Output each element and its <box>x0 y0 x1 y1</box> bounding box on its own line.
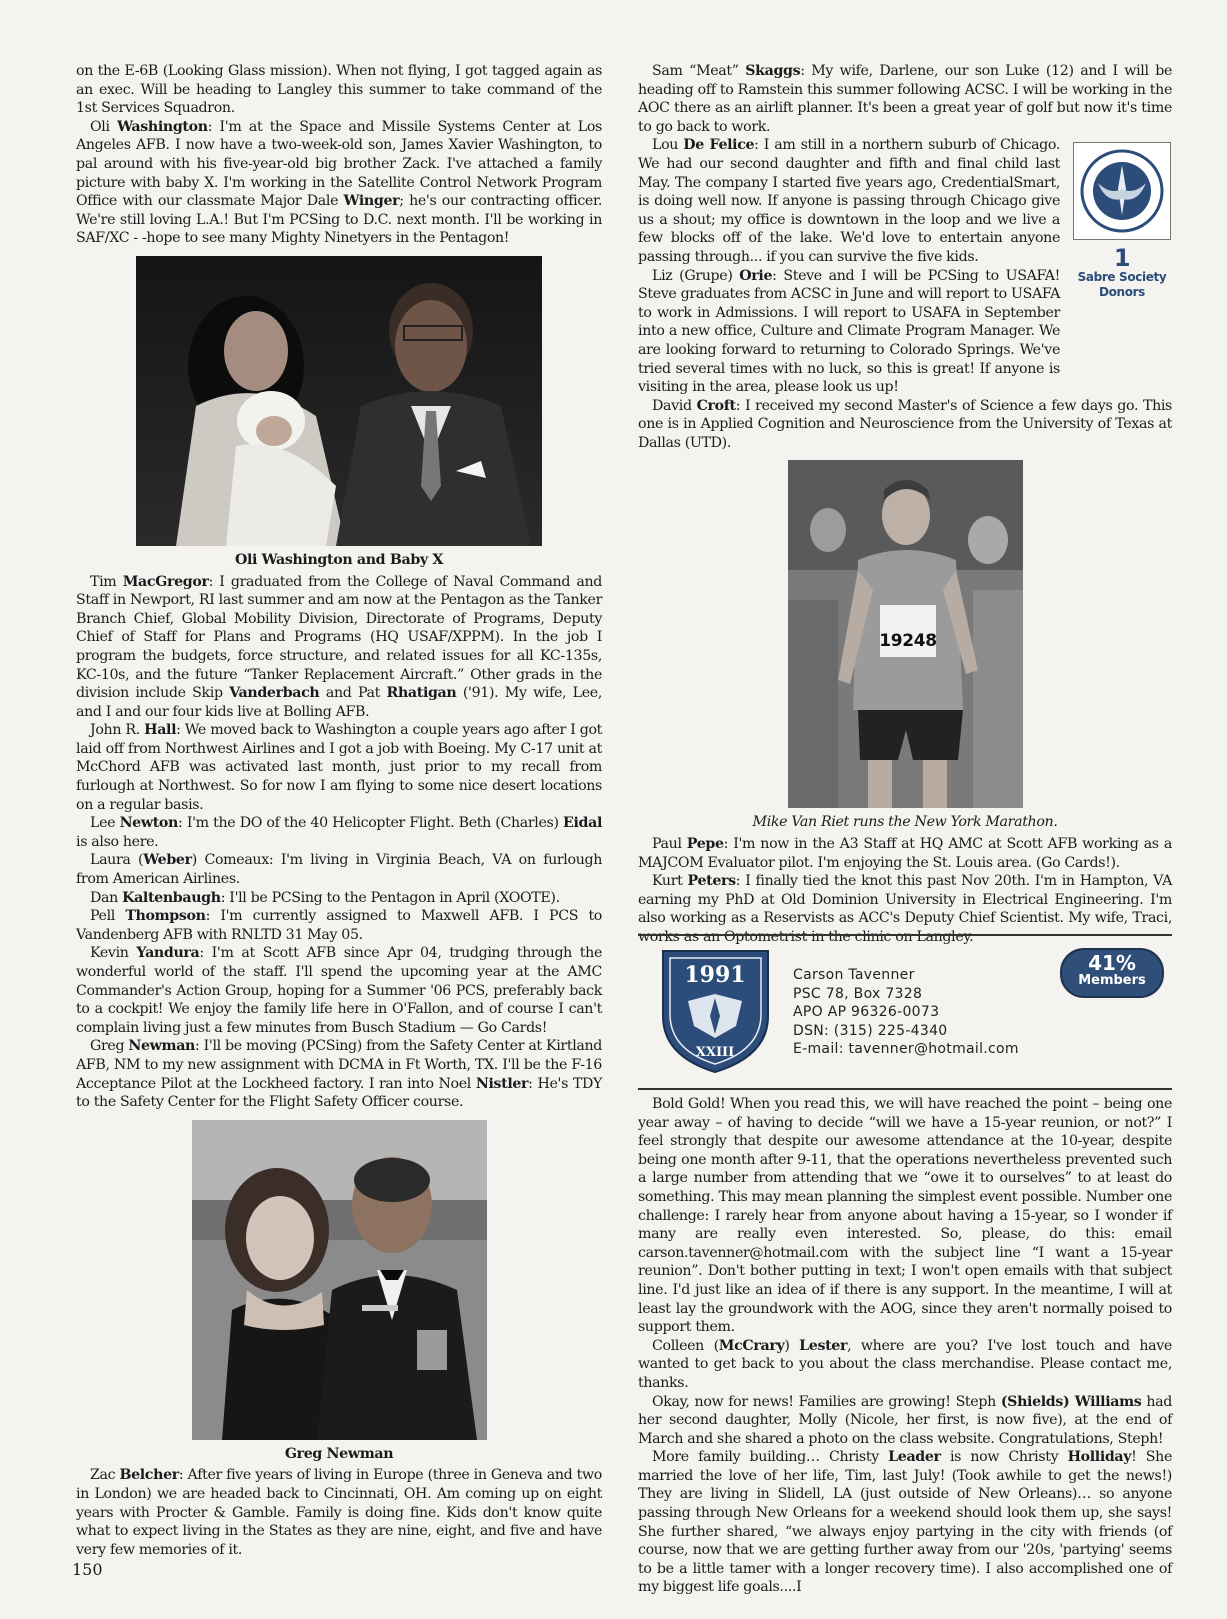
sabre-label: Donors <box>1099 285 1145 300</box>
photo-greg-newman <box>192 1120 487 1440</box>
entry-name: Orie <box>739 267 773 284</box>
entry-name: Skaggs <box>745 63 801 79</box>
entry-text: Laura ( <box>90 852 144 869</box>
entry-text: Zac <box>90 1467 120 1484</box>
crest-year: 1991 <box>684 962 746 988</box>
newman-entry <box>76 1037 602 1111</box>
entry-text: Liz (Grupe) <box>652 267 740 284</box>
entry-text: : We moved back to Washington a couple years ago after I got laid off from Northwest Airlines and I got a job with Boeing. My C-17 unit at McChord AFB was activated last month, just prior to my recall from furlough at Northwest. So for now I am flying to some nice desert locations on a regular basis. <box>76 722 602 813</box>
entry-name: (Shields) Williams <box>1000 1393 1142 1410</box>
entry-text: Tim <box>90 573 123 590</box>
page-number: 150 <box>72 1560 103 1579</box>
entry-name: Belcher <box>119 1467 179 1484</box>
entry-text: and Pat <box>319 685 387 702</box>
entry-text: ! She married the love of her life, Tim, last July! (Took awhile to get the news!) They are living in Slidell, LA (just outside of New Orleans)… so anyone passing through New Orleans for a weekend should look them up, she says! She further shared, “we always enjoy partying in the city with friends (of course, now that we are getting further away from our '20s, 'partying' seems to be a little tamer with a longer recovery time). I also accomplished one of my biggest life goals....I <box>638 1449 1173 1596</box>
entry-text: : I am still in a northern suburb of Chicago. We had our second daughter and fifth and final child last May. The company I started five years ago, CredentialSmart, is doing well now. If anyone is passing through Chicago give us a shout; my office is downtown in the loop and we live a few blocks off of the lake. We'd love to entertain anyone passing through... if you can survive the five kids. <box>638 137 1061 265</box>
entry-text: Oli <box>90 118 118 135</box>
holliday-entry <box>638 1448 1172 1597</box>
class-crest-icon <box>658 946 773 1076</box>
photo-marathon-runner <box>788 460 1023 808</box>
bold-gold-paragraph: Bold Gold! When you read this, we will have reached the point – being one year away – of having to decide “will we have a 15-year reunion, or not?” I feel strongly that despite our awesome attendance at the 10-year, despite being one month after 9-11, that the operations nevertheless prevented such a large number from attending that we “owe it to ourselves” to at least do something. This may mean planning the simplest event possible. Number one challenge: I rarely hear from anyone about having a 15-year, so I wonder if many are really even interested. So, please, do this: email carson.tavenner@hotmail.com with the subject line “I want a 15-year reunion”. Don't bother putting in text; I won't open emails with that subject line. I'd just like an idea of if there is any support. In the meantime, I will at least lay the groundwork with the AOG, since they aren't normally poised to support them. <box>638 1096 1172 1336</box>
entry-name: Newton <box>119 815 179 832</box>
entry-name: Leader <box>888 1449 941 1466</box>
entry-name: Peters <box>687 873 736 890</box>
left-column <box>76 62 602 1559</box>
entry-text: Colleen ( <box>652 1337 719 1354</box>
croft-entry <box>638 397 1172 453</box>
contact-phone: DSN: (315) 225-4340 <box>793 1022 948 1039</box>
thompson-entry <box>76 907 602 944</box>
washington-entry <box>76 118 602 248</box>
entry-text: More family building… Christy <box>652 1449 889 1466</box>
contact-address <box>793 966 1019 1059</box>
macgregor-entry <box>76 573 602 722</box>
photo-caption: Mike Van Riet runs the New York Marathon. <box>752 814 1058 831</box>
intro-paragraph: on the E-6B (Looking Glass mission). When not flying, I got tagged again as an exec. Will be heading to Langley this summer to take command of the 1st Services Squadron. <box>76 63 602 117</box>
entry-text: Kurt <box>652 873 688 890</box>
entry-name: Winger <box>343 193 400 210</box>
entry-name: Nistler <box>475 1075 529 1092</box>
entry-text: : I'll be PCSing to the Pentagon in April (XOOTE). <box>220 889 560 906</box>
entry-text: Paul <box>652 836 687 853</box>
sabre-society-box <box>1072 142 1172 300</box>
entry-text: : I'm the DO of the 40 Helicopter Flight. Beth (Charles) <box>178 815 564 832</box>
entry-name: Thompson <box>125 908 206 925</box>
entry-text: : I'm currently assigned to Maxwell AFB. I PCS to Vandenberg AFB with RNLTD 31 May 05. <box>76 908 602 943</box>
entry-text: Lou <box>652 137 684 154</box>
right-lower-column <box>638 1095 1172 1597</box>
entry-text: Kevin <box>90 945 137 962</box>
entry-text: Lee <box>90 815 120 832</box>
comeaux-entry <box>76 851 602 888</box>
members-badge <box>1060 948 1164 998</box>
entry-text: : I'm now in the A3 Staff at HQ AMC at Scott AFB working as a MAJCOM Evaluator pilot. I'm enjoying the St. Louis area. (Go Cards!). <box>638 836 1172 871</box>
members-percent: 41% <box>1088 951 1136 975</box>
entry-text: is also here. <box>76 833 159 850</box>
entry-name: Croft <box>696 397 736 414</box>
entry-text: had her second daughter, Molly (Nicole, her first, is now five), at the end of March and she shared a photo on the class website. Congratulations, Steph! <box>638 1393 1172 1447</box>
entry-text: : I received my second Master's of Science a few days go. This one is in Applied Cognition and Neuroscience from the University of Texas at Dallas (UTD). <box>638 397 1172 451</box>
entry-name: Vanderbach <box>229 685 320 702</box>
entry-name: Washington <box>117 118 208 135</box>
skaggs-entry <box>638 62 1172 136</box>
entry-name: Yandura <box>136 945 200 962</box>
sabre-seal-icon <box>1080 149 1164 233</box>
members-label: Members <box>1078 973 1146 988</box>
entry-name: Pepe <box>686 836 724 853</box>
sabre-count: 1 <box>1113 244 1131 273</box>
entry-text: Greg <box>90 1038 129 1055</box>
entry-text: is now Christy <box>940 1449 1068 1466</box>
belcher-entry <box>76 1466 602 1559</box>
contact-email: E-mail: tavenner@hotmail.com <box>793 1041 1019 1057</box>
entry-text: : He's TDY to the Safety Center for the Flight Safety Officer course. <box>76 1075 603 1111</box>
class-crest <box>658 946 773 1080</box>
sabre-society-seal <box>1073 142 1171 240</box>
entry-text: , where are you? I've lost touch and have wanted to get back to you about the class merchandise. Please contact me, thanks. <box>638 1337 1172 1391</box>
entry-text: ('91). My wife, Lee, and I and our four kids live at Bolling AFB. <box>76 685 602 720</box>
photo-caption: Oli Washington and Baby X <box>234 551 444 568</box>
pepe-entry <box>638 835 1172 872</box>
entry-name: Weber <box>143 852 192 869</box>
entry-text: : Steve and I will be PCSing to USAFA! Steve graduates from ACSC in June and will report to USAFA to work in Admissions. I will report to USAFA in September into a new office, Culture and Climate Program Manager. We are looking forward to returning to Colorado Springs. We've tried several times with no luck, so this is great! If anyone is visiting in the area, please look us up! <box>638 267 1060 396</box>
entry-text: Sam “Meat” <box>652 63 746 79</box>
entry-name: Newman <box>128 1038 196 1055</box>
entry-name: Rhatigan <box>386 685 457 702</box>
entry-text: Pell <box>90 908 126 925</box>
right-column <box>638 62 1172 947</box>
entry-text: : I'm at Scott AFB since Apr 04, trudging through the wonderful world of the staff. I'll spend the upcoming year at the AMC Commander's Action Group, hoping for a Summer '06 PCS, preferably back to a cockpit! We enjoy the family life here in O'Fallon, and of course I can't complain living just a few minutes from Busch Stadium — Go Cards! <box>76 945 602 1036</box>
entry-name: Holliday <box>1067 1449 1132 1466</box>
lester-entry <box>638 1337 1172 1393</box>
sabre-label: Sabre Society <box>1077 270 1167 285</box>
photo-caption: Greg Newman <box>284 1445 394 1462</box>
entry-text: : I'll be moving (PCSing) from the Safety Center at Kirtland AFB, NM to my new assignment with DCMA in Ft Worth, TX. I'll be the F-16 Acceptance Pilot at the Lockheed factory. I ran into Noel <box>76 1038 603 1092</box>
runner-bib-number: 19248 <box>878 631 937 652</box>
entry-text: : I'm at the Space and Missile Systems Center at Los Angeles AFB. I now have a two-week-old son, James Xavier Washington, to pal around with his five-year-old big brother Zack. I've attached a family picture with baby X. I'm working in the Satellite Control Network Program Office with our classmate Major Dale <box>76 118 602 210</box>
yandura-entry <box>76 944 602 1037</box>
contact-line: PSC 78, Box 7328 <box>793 985 923 1002</box>
newton-entry <box>76 814 602 851</box>
williams-entry <box>638 1393 1172 1449</box>
entry-text: John R. <box>90 722 145 739</box>
entry-text: ) Comeaux: I'm living in Virginia Beach, VA on furlough from American Airlines. <box>76 852 602 888</box>
entry-name: McCrary <box>718 1337 785 1354</box>
entry-name: De Felice <box>683 137 755 154</box>
contact-name: Carson Tavenner <box>793 967 915 983</box>
crest-roman: XXIII <box>695 1045 735 1060</box>
entry-text: : I finally tied the knot this past Nov 20th. I'm in Hampton, VA earning my PhD at Old Dominion University in Electrical Engineering. I'm also working as a Reservists as ACC's Deputy Chief Scientist. My wife, Traci, works as an Optometrist in the clinic on Langley. <box>638 873 1172 946</box>
entry-text: : I graduated from the College of Naval Command and Staff in Newport, RI last summer and am now at the Pentagon as the Tanker Branch Chief, Global Mobility Division, Directorate of Programs, Deputy Chief of Staff for Plans and Programs (HQ USAF/XPPM). In the job I program the budgets, force structure, and related issues for all KC-135s, KC-10s, and the future “Tanker Replacement Aircraft.” Other grads in the division include Skip <box>76 573 602 702</box>
entry-text: ) <box>784 1337 800 1354</box>
entry-text: ; he's our contracting officer. We're still loving L.A.! But I'm PCSing to D.C. next month. I'll be working in SAF/XC - -hope to see many Mighty Ninetyers in the Pentagon! <box>76 193 602 247</box>
entry-name: Kaltenbaugh <box>122 889 221 906</box>
contact-line: APO AP 96326-0073 <box>793 1004 940 1020</box>
entry-text: : My wife, Darlene, our son Luke (12) and I will be heading off to Ramstein this summer following ACSC. I will be working in the AOC there as an airlift planner. It's been a great year of golf but now it's time to go back to work. <box>638 63 1172 135</box>
entry-text: David <box>652 397 697 414</box>
entry-text: Okay, now for news! Families are growing! Steph <box>652 1393 1001 1410</box>
kaltenbaugh-entry <box>76 889 602 908</box>
entry-name: MacGregor <box>122 573 209 590</box>
entry-text: Dan <box>90 889 123 906</box>
class-contact-box <box>638 934 1172 1090</box>
entry-name: Lester <box>799 1337 848 1354</box>
entry-name: Hall <box>144 722 177 739</box>
hall-entry <box>76 721 602 814</box>
entry-text: : After five years of living in Europe (three in Geneva and two in London) we are headed back to Cincinnati, OH. Am coming up on eight years with Procter & Gamble. Family is doing fine. Kids don't know quite what to expect living in the States as they are nine, eight, and five and have very few memories of it. <box>76 1467 602 1558</box>
entry-name: Eidal <box>563 815 602 832</box>
photo-washington-family <box>136 256 542 546</box>
